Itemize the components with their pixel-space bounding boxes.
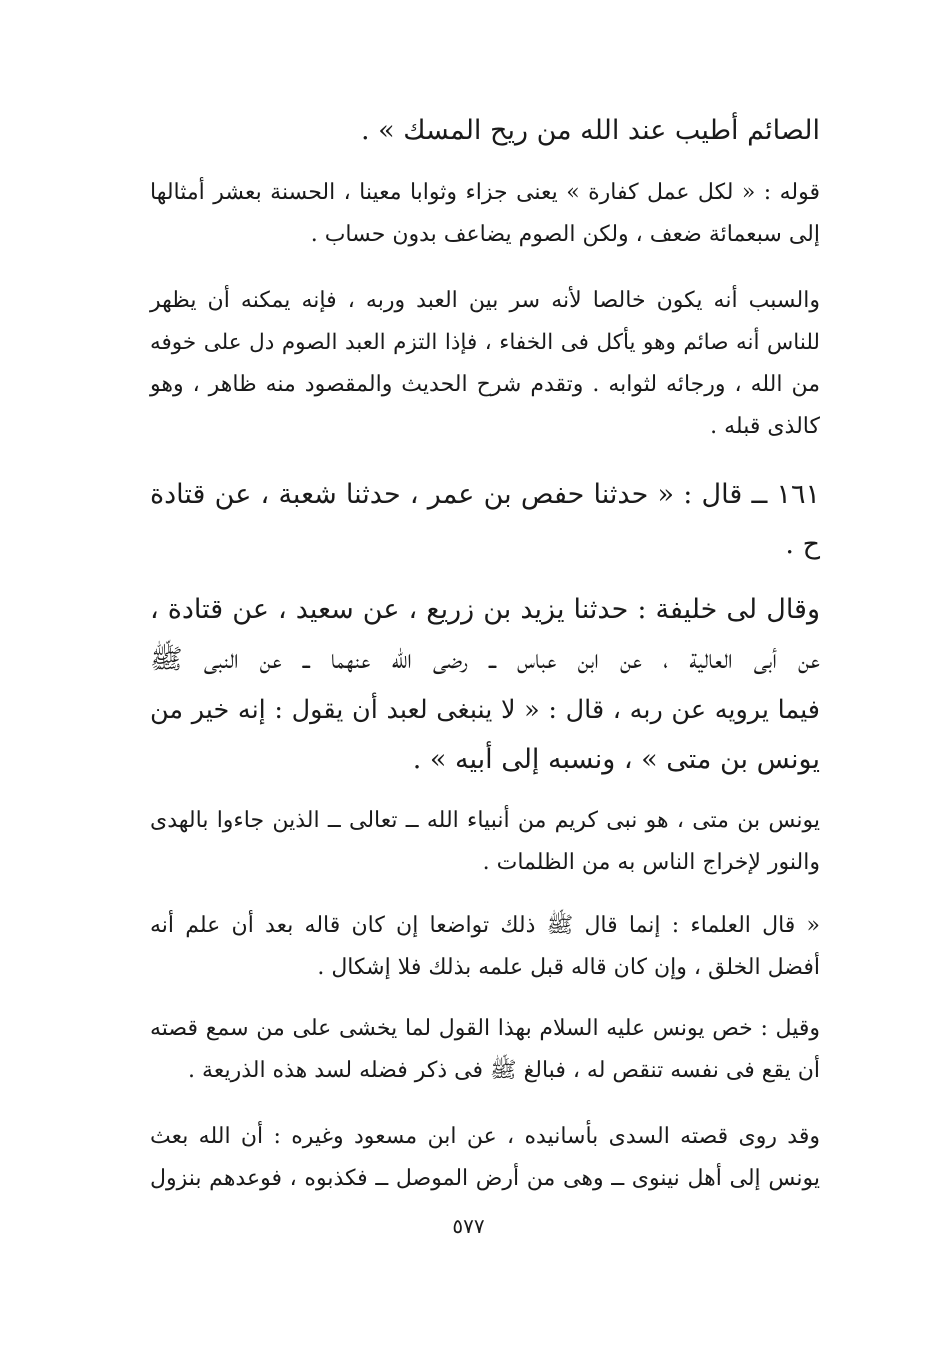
page-number: ٥٧٧	[452, 1214, 485, 1238]
text-line: وقيل : خص يونس عليه السلام بهذا القول لما يخشى على من سمع قصته	[150, 1016, 820, 1041]
text-line: أن يقع فى نفسه تنقص له ، فبالغ ﷺ فى ذكر فضله لسد هذه الذريعة .	[188, 1058, 820, 1083]
text-line: ح .	[785, 529, 820, 560]
paragraph-commentary-scholars	[150, 905, 820, 989]
text-line: يونس بن متى ، هو نبى كريم من أنبياء الله ــ تعالى ــ الذين جاءوا بالهدى	[150, 808, 820, 833]
text-line: من الله ، ورجائه لثوابه . وتقدم شرح الحديث والمقصود منه ظاهر ، وهو	[150, 372, 820, 397]
text-line: والنور لإخراج الناس به من الظلمات .	[482, 850, 820, 875]
text-line: أفضل الخلق ، وإن كان قاله قبل علمه بذلك فلا إشكال .	[317, 955, 820, 980]
paragraph-commentary-wa-qila	[150, 1008, 820, 1092]
paragraph-commentary-story	[150, 1116, 820, 1200]
text-line: « قال العلماء : إنما قال ﷺ ذلك تواضعا إن كان قاله بعد أن علم أنه	[150, 913, 820, 938]
text-line: عن أبى العالية ، عن ابن عباس ــ رضى الله عنهما ــ عن النبى ﷺ	[150, 644, 820, 675]
paragraph-commentary-reason	[150, 280, 820, 448]
text-line: وقد روى قصته السدى بأسانيده ، عن ابن مسعود وغيره : أن الله بعث	[150, 1124, 820, 1149]
text-line: للناس أنه صائم وهو يأكل فى الخفاء ، فإذا التزم العبد الصوم دل على خوفه	[150, 330, 820, 355]
text-line: الصائم أطيب عند الله من ريح المسك » .	[360, 115, 820, 146]
text-line: يونس بن متى » ، ونسبه إلى أبيه » .	[412, 744, 820, 775]
paragraph-commentary-kaffara	[150, 172, 820, 256]
paragraph-hadith-161-chain	[150, 470, 820, 570]
text-line: يونس إلى أهل نينوى ــ وهى من أرض الموصل ــ فكذبوه ، فوعدهم بنزول	[150, 1166, 820, 1191]
text-line: ١٦١ ــ قال : « حدثنا حفص بن عمر ، حدثنا شعبة ، عن قتادة	[150, 479, 820, 510]
text-line: إلى سبعمائة ضعف ، ولكن الصوم يضاعف بدون حساب .	[310, 222, 820, 247]
text-line: كالذى قبله .	[710, 414, 820, 439]
paragraph-hadith-ending	[150, 106, 820, 156]
text-line: والسبب أنه يكون خالصا لأنه سر بين العبد وربه ، فإنه يمكنه أن يظهر	[150, 288, 820, 313]
text-line: فيما يرويه عن ربه ، قال : « لا ينبغى لعبد أن يقول : إنه خير من	[150, 695, 820, 725]
text-line: قوله : « لكل عمل كفارة » يعنى جزاء وثوابا معينا ، الحسنة بعشر أمثالها	[150, 180, 820, 205]
text-line: وقال لى خليفة : حدثنا يزيد بن زريع ، عن سعيد ، عن قتادة ،	[150, 594, 820, 625]
paragraph-commentary-yunus	[150, 800, 820, 884]
paragraph-hadith-161-text	[150, 585, 820, 785]
